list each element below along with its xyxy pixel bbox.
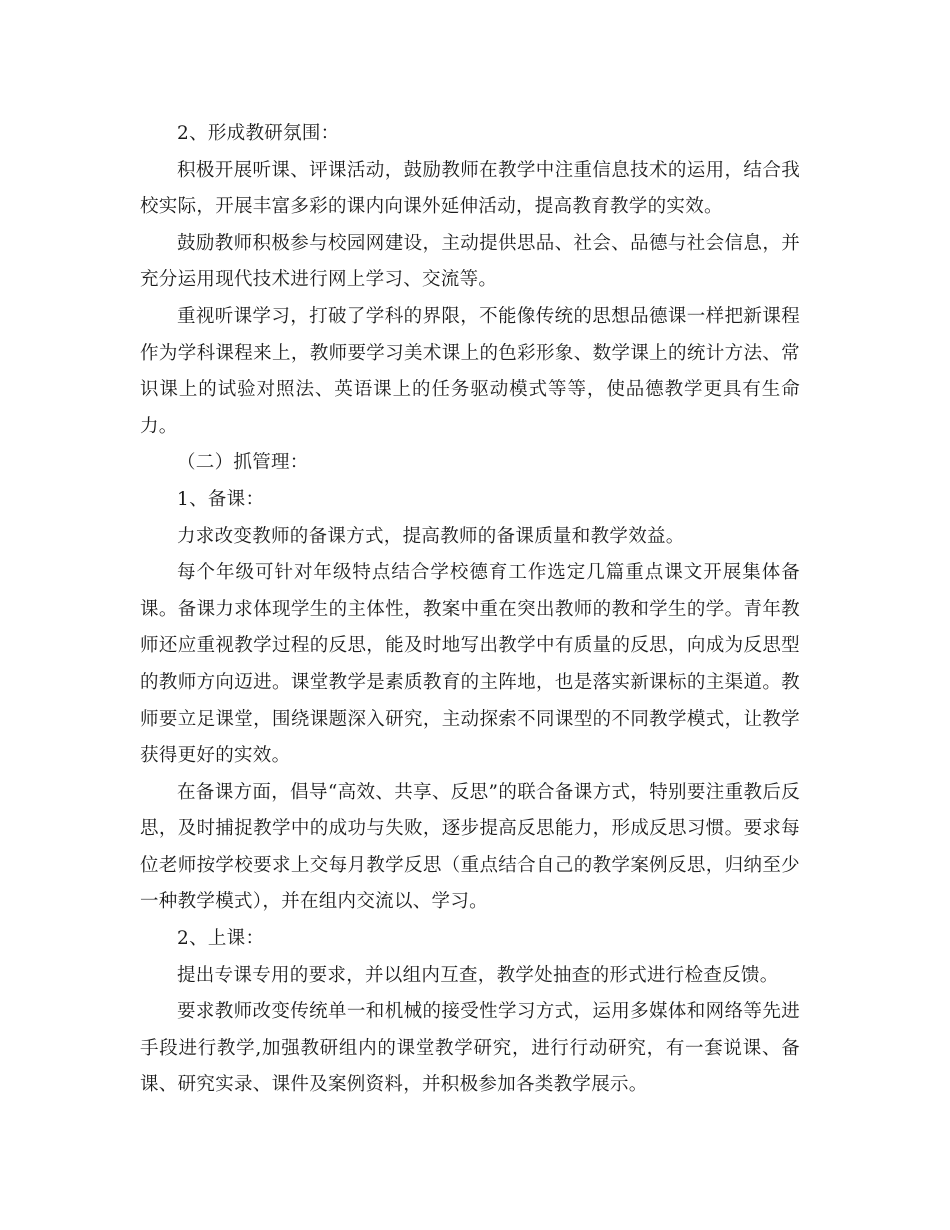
paragraph: 在备课方面，倡导“高效、共享、反思”的联合备课方式，特别要注重教后反思，及时捕捉教学中的成功与失败，逐步提高反思能力，形成反思习惯。要求每位老师按学校要求上交每月教学反思（重点结合自己的教学案例反思，归纳至少一种教学模式），并在组内交流以、学习。 (140, 781, 800, 913)
heading-research-atmosphere: 2、形成教研氛围： (177, 123, 340, 144)
paragraph: 积极开展听课、评课活动，鼓励教师在教学中注重信息技术的运用，结合我校实际，开展丰富多彩的课内向课外延伸活动，提高教育教学的实效。 (140, 159, 800, 218)
heading-lesson-prep: 1、备课： (177, 488, 265, 510)
paragraph: 力求改变教师的备课方式，提高教师的备课质量和教学效益。 (177, 525, 685, 547)
paragraph: 鼓励教师积极参与校园网建设，主动提供思品、社会、品德与社会信息，并充分运用现代技术进行网上学习、交流等。 (140, 232, 800, 291)
paragraph: 提出专课专用的要求，并以组内互查，教学处抽查的形式进行检查反馈。 (177, 964, 779, 986)
paragraph: 重视听课学习，打破了学科的界限，不能像传统的思想品德课一样把新课程作为学科课程来上，教师要学习美术课上的色彩形象、数学课上的统计方法、常识课上的试验对照法、英语课上的任务驱动模式等等，使品德教学更具有生命力。 (140, 305, 800, 437)
paragraph: 每个年级可针对年级特点结合学校德育工作选定几篇重点课文开展集体备课。备课力求体现学生的主体性，教案中重在突出教师的教和学生的学。青年教师还应重视教学过程的反思，能及时地写出教学中有质量的反思，向成为反思型的教师方向迈进。课堂教学是素质教育的主阵地，也是落实新课标的主渠道。教师要立足课堂，围绕课题深入研究，主动探索不同课型的不同教学模式，让教学获得更好的实效。 (140, 562, 800, 767)
document-body (140, 116, 800, 1104)
paragraph: 要求教师改变传统单一和机械的接受性学习方式，运用多媒体和网络等先进手段进行教学,加强教研组内的课堂教学研究，进行行动研究，有一套说课、备课、研究实录、课件及案例资料，并积极参加各类教学展示。 (140, 1001, 800, 1096)
heading-management: （二）抓管理： (177, 452, 309, 474)
heading-class: 2、上课： (177, 928, 265, 950)
